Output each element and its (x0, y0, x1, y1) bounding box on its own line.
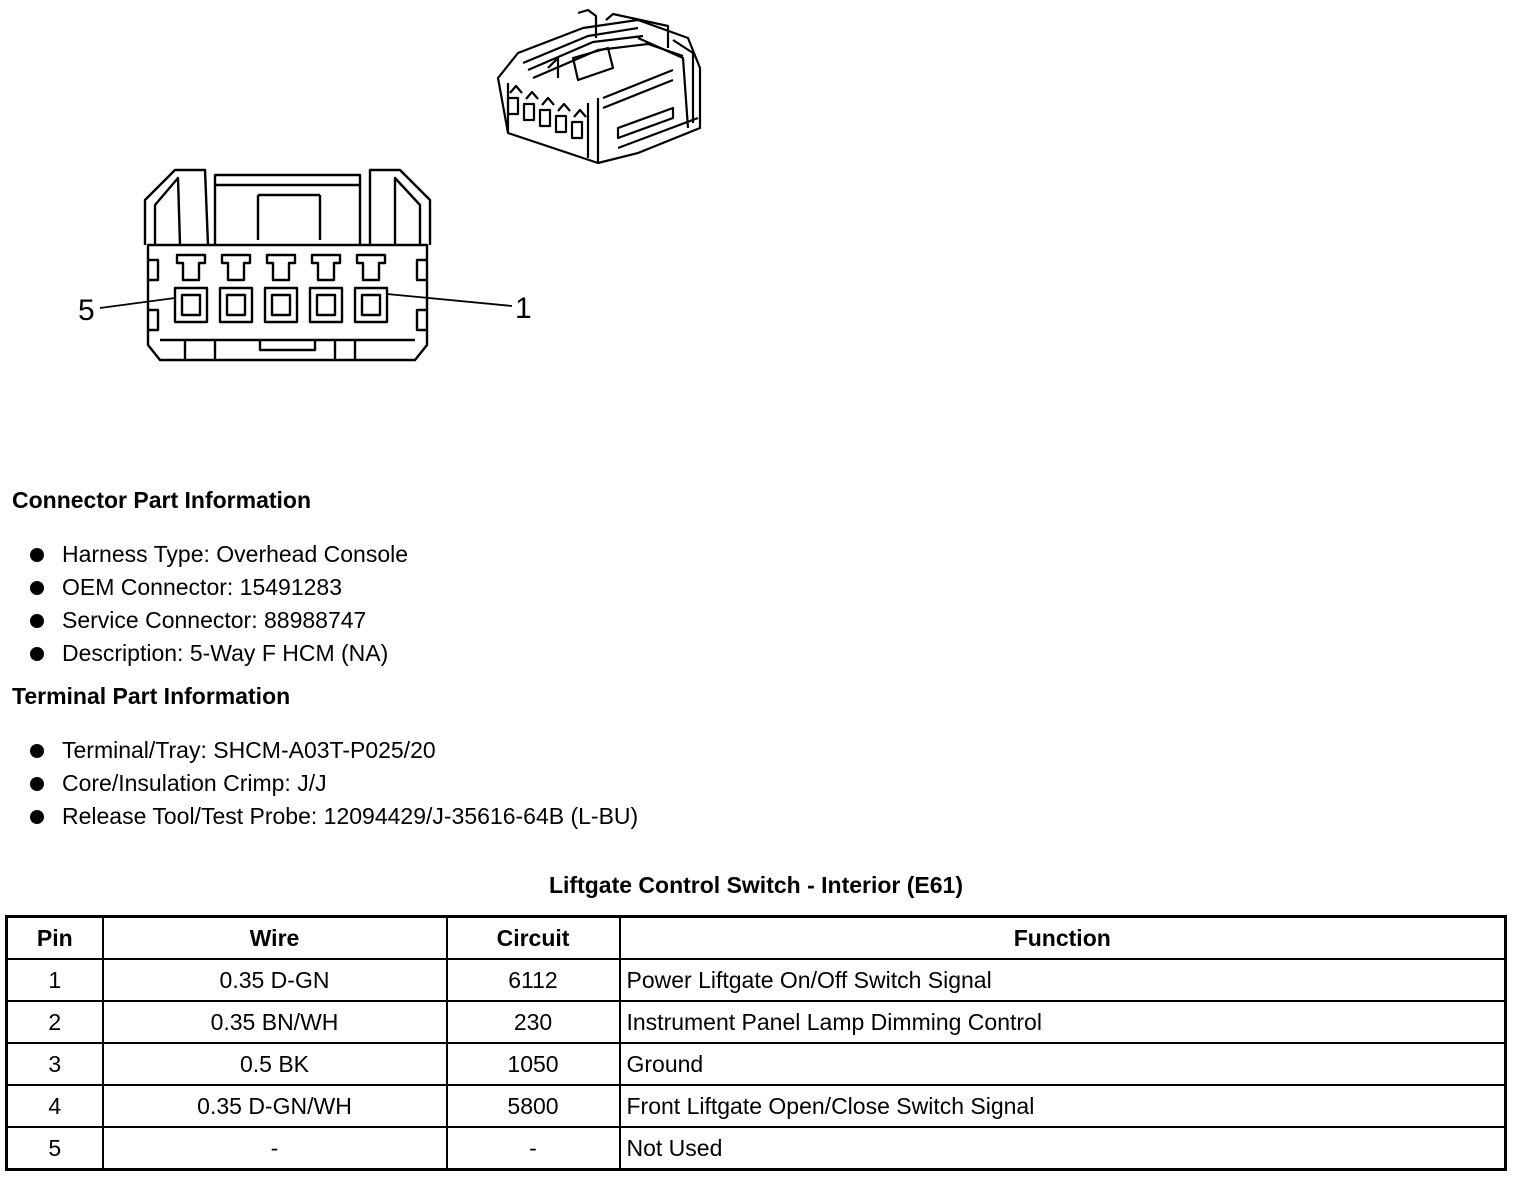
list-item: Service Connector: 88988747 (28, 604, 408, 637)
table-row (7, 959, 1506, 1001)
connector-info-list (28, 538, 408, 670)
cell-pin: 3 (7, 1043, 103, 1085)
cell-pin: 4 (7, 1085, 103, 1127)
pin-5-callout: 5 (78, 294, 95, 327)
cell-wire: 0.35 D-GN/WH (103, 1085, 447, 1127)
connector-info-heading: Connector Part Information (12, 487, 312, 513)
header-pin: Pin (7, 917, 103, 960)
table-header-row (7, 917, 1506, 960)
cell-wire: 0.35 BN/WH (103, 1001, 447, 1043)
table-row (7, 1001, 1506, 1043)
cell-function: Not Used (620, 1127, 1506, 1170)
pin-table (5, 915, 1507, 1171)
cell-circuit: - (447, 1127, 620, 1170)
list-item: Core/Insulation Crimp: J/J (28, 767, 638, 800)
header-wire: Wire (103, 917, 447, 960)
terminal-info-heading: Terminal Part Information (12, 683, 291, 709)
cell-circuit: 6112 (447, 959, 620, 1001)
cell-pin: 2 (7, 1001, 103, 1043)
cell-pin: 1 (7, 959, 103, 1001)
cell-wire: 0.5 BK (103, 1043, 447, 1085)
cell-pin: 5 (7, 1127, 103, 1170)
table-row (7, 1127, 1506, 1170)
header-function: Function (620, 917, 1506, 960)
pin-table-title: Liftgate Control Switch - Interior (E61) (548, 872, 963, 898)
table-row (7, 1043, 1506, 1085)
cell-wire: 0.35 D-GN (103, 959, 447, 1001)
list-item: Release Tool/Test Probe: 12094429/J-35616-64B (L-BU) (28, 800, 638, 833)
connector-isometric-drawing (488, 8, 710, 168)
connector-face-drawing (70, 160, 540, 370)
pin-1-callout: 1 (515, 292, 532, 325)
header-circuit: Circuit (447, 917, 620, 960)
cell-circuit: 230 (447, 1001, 620, 1043)
cell-function: Ground (620, 1043, 1506, 1085)
terminal-info-list (28, 734, 638, 833)
list-item: Terminal/Tray: SHCM-A03T-P025/20 (28, 734, 638, 767)
cell-circuit: 1050 (447, 1043, 620, 1085)
cell-function: Instrument Panel Lamp Dimming Control (620, 1001, 1506, 1043)
cell-function: Front Liftgate Open/Close Switch Signal (620, 1085, 1506, 1127)
list-item: OEM Connector: 15491283 (28, 571, 408, 604)
list-item: Description: 5-Way F HCM (NA) (28, 637, 408, 670)
table-row (7, 1085, 1506, 1127)
cell-wire: - (103, 1127, 447, 1170)
cell-function: Power Liftgate On/Off Switch Signal (620, 959, 1506, 1001)
list-item: Harness Type: Overhead Console (28, 538, 408, 571)
cell-circuit: 5800 (447, 1085, 620, 1127)
